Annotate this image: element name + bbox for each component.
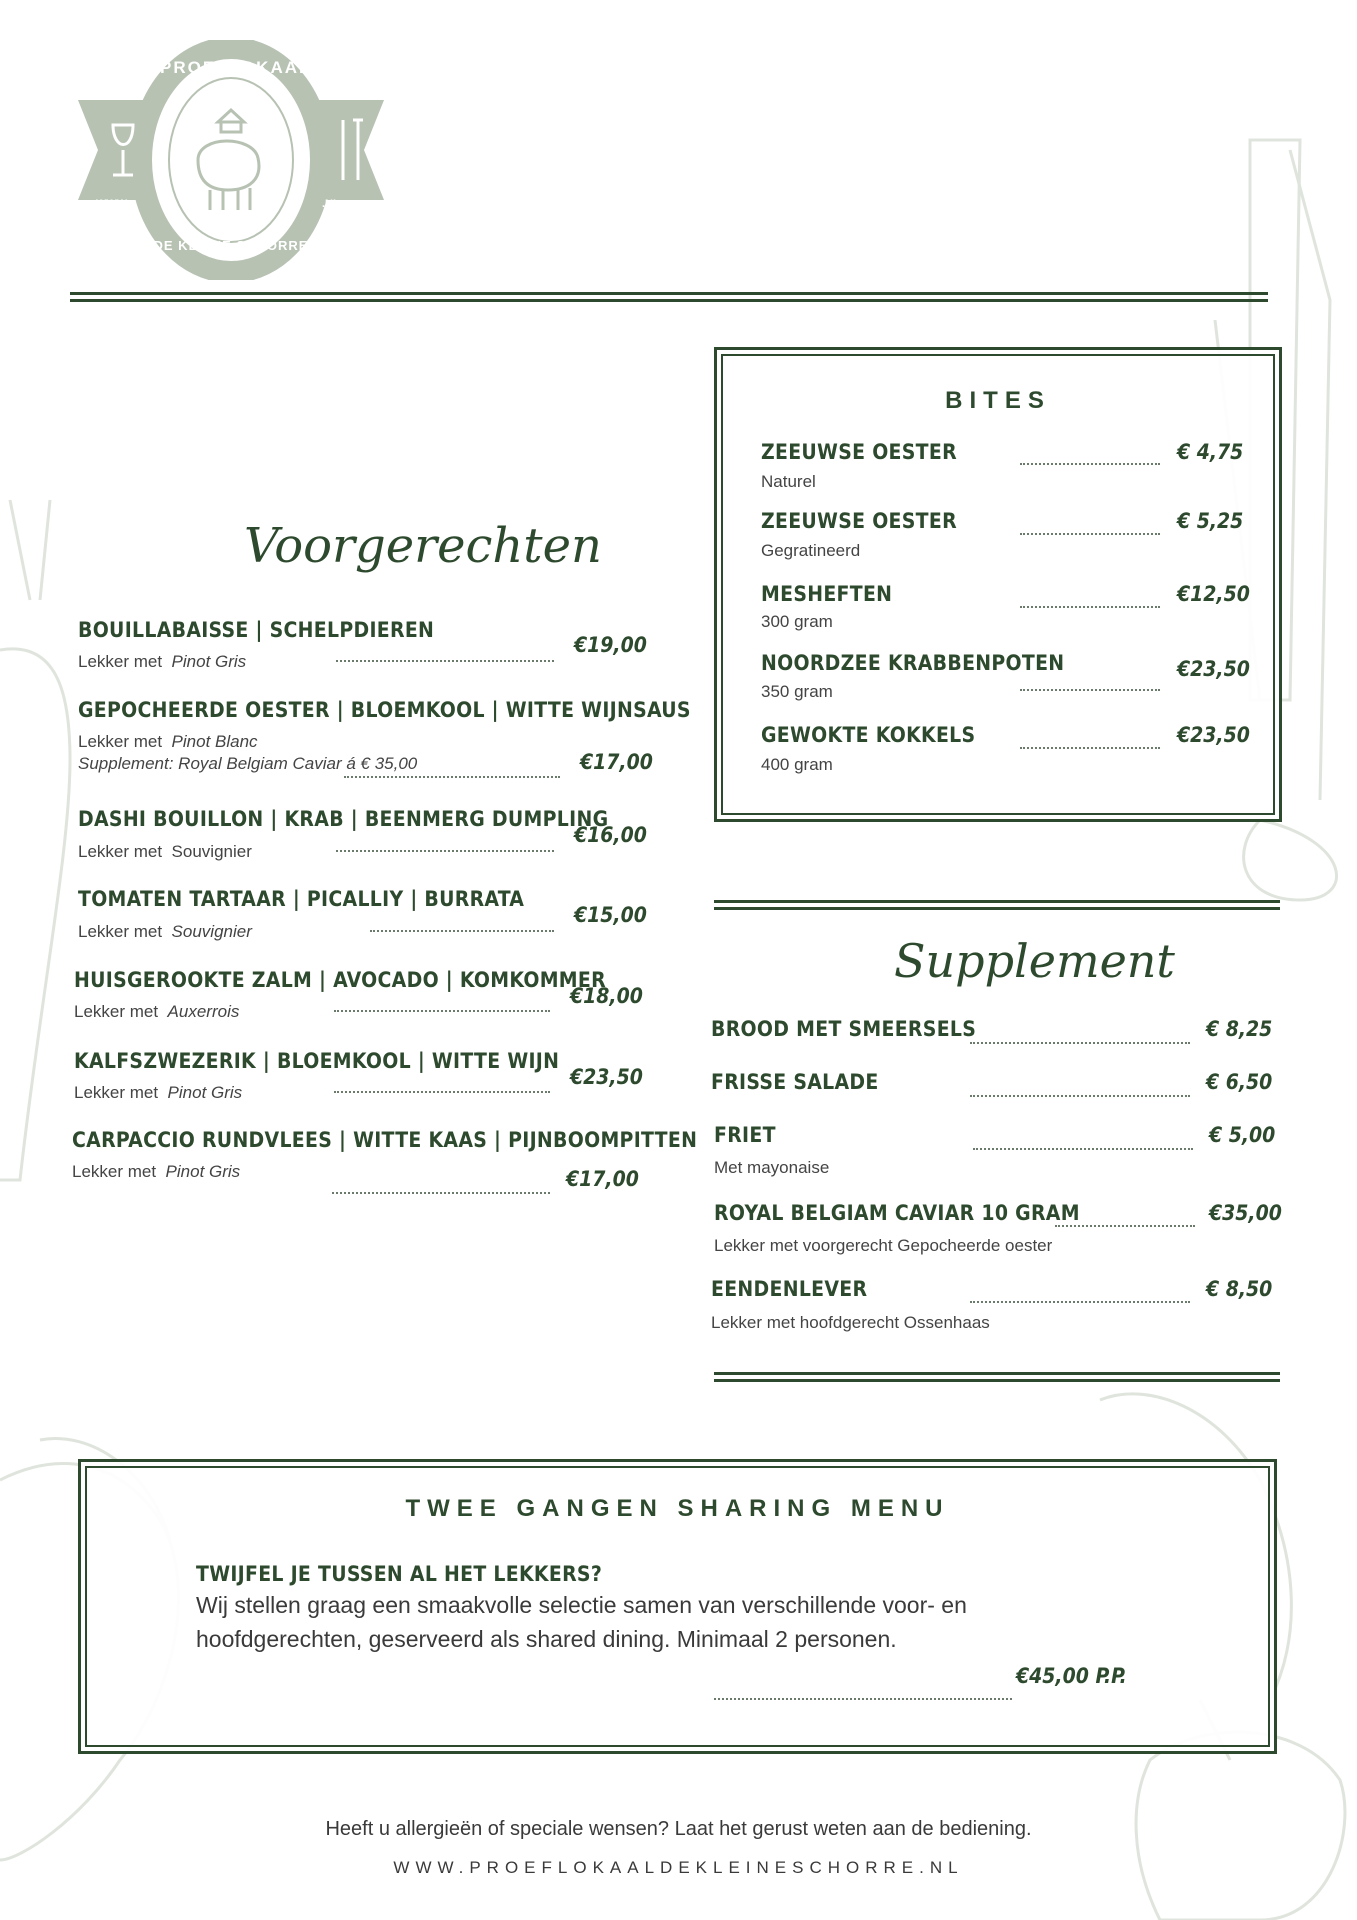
supplement-price: €35,00: [1209, 1201, 1282, 1225]
allergy-note: Heeft u allergieën of speciale wensen? Laat het gerust weten aan de bediening.: [325, 1818, 1032, 1840]
top-divider: [70, 292, 1268, 302]
supplement-bottom-divider: [714, 1372, 1280, 1382]
bite-name: ZEEUWSE OESTER: [761, 509, 957, 533]
dot-leader: [1055, 1225, 1195, 1227]
bite-price: €23,50: [1177, 657, 1250, 681]
voorgerechten-title: Voorgerechten: [244, 518, 602, 574]
bite-price: €12,50: [1177, 582, 1250, 606]
dish-name: GEPOCHEERDE OESTER | BLOEMKOOL | WITTE WIJNSAUS: [78, 698, 691, 722]
bite-name: NOORDZEE KRABBENPOTEN: [761, 651, 1065, 675]
dot-leader: [1020, 533, 1160, 535]
dish-pairing: Lekker met Pinot Gris: [78, 652, 247, 671]
supplement-sub: Met mayonaise: [714, 1158, 830, 1177]
bite-name: MESHEFTEN: [761, 582, 893, 606]
bite-sub: 350 gram: [761, 682, 833, 701]
bite-name: GEWOKTE KOKKELS: [761, 723, 976, 747]
dot-leader: [970, 1042, 1190, 1044]
dish-price: €17,00: [580, 750, 653, 774]
supplement-price: € 6,50: [1206, 1070, 1273, 1094]
dot-leader: [370, 930, 554, 932]
dot-leader: [1020, 689, 1160, 691]
dish-name: KALFSZWEZERIK | BLOEMKOOL | WITTE WIJN: [74, 1049, 560, 1073]
dish-pairing: Lekker met Auxerrois: [74, 1002, 240, 1021]
bite-name: ZEEUWSE OESTER: [761, 440, 957, 464]
dish-price: €16,00: [574, 823, 647, 847]
sharing-description-line2: hoofdgerechten, geserveerd als shared dining. Minimaal 2 personen.: [196, 1626, 897, 1652]
sharing-menu-title: TWEE GANGEN SHARING MENU: [405, 1495, 950, 1522]
bite-sub: 300 gram: [761, 612, 833, 631]
dish-price: €23,50: [570, 1065, 643, 1089]
dot-leader: [973, 1148, 1193, 1150]
dot-leader: [332, 1192, 550, 1194]
supplement-sub: Lekker met voorgerecht Gepocheerde oester: [714, 1236, 1053, 1255]
dish-pairing: Lekker met Souvignier: [78, 922, 252, 941]
dot-leader: [344, 776, 560, 778]
logo-right-text: .NL: [322, 198, 340, 210]
dish-pairing: Lekker met Souvignier: [78, 842, 252, 861]
dot-leader: [970, 1301, 1190, 1303]
bite-price: €23,50: [1177, 723, 1250, 747]
dot-leader: [336, 660, 554, 662]
supplement-name: FRISSE SALADE: [711, 1070, 879, 1094]
supplement-name: FRIET: [714, 1123, 776, 1147]
dot-leader: [970, 1095, 1190, 1097]
logo: [78, 40, 384, 280]
dot-leader: [334, 1010, 550, 1012]
dot-leader: [1020, 747, 1160, 749]
sharing-description-line1: Wij stellen graag een smaakvolle selectie samen van verschillende voor- en: [196, 1592, 967, 1618]
bite-sub: Naturel: [761, 472, 816, 491]
dot-leader: [336, 850, 554, 852]
dish-price: €17,00: [566, 1167, 639, 1191]
supplement-price: € 8,25: [1206, 1017, 1273, 1041]
bites-title: BITES: [945, 387, 1051, 414]
supplement-name: EENDENLEVER: [711, 1277, 868, 1301]
dish-name: TOMATEN TARTAAR | PICALLIY | BURRATA: [78, 887, 525, 911]
bite-price: € 5,25: [1177, 509, 1244, 533]
dish-pairing: Lekker met Pinot Gris: [74, 1083, 243, 1102]
dish-name: CARPACCIO RUNDVLEES | WITTE KAAS | PIJNBOOMPITTEN: [72, 1128, 698, 1152]
dish-price: €15,00: [574, 903, 647, 927]
supplement-price: € 5,00: [1209, 1123, 1276, 1147]
supplement-title: Supplement: [894, 934, 1175, 988]
logo-top-text: PROEFLOKAAL: [160, 58, 312, 77]
dot-leader: [1020, 463, 1160, 465]
dish-pairing: Lekker met Pinot Blanc: [78, 732, 258, 751]
bite-sub: Gegratineerd: [761, 541, 861, 560]
logo-bottom-text: DE KLEINE SCHORRE: [153, 238, 309, 253]
dot-leader: [714, 1698, 1012, 1700]
dish-pairing: Lekker met Pinot Gris: [72, 1162, 241, 1181]
website-link[interactable]: WWW.PROEFLOKAALDEKLEINESCHORRE.NL: [393, 1858, 964, 1877]
supplement-name: ROYAL BELGIAM CAVIAR 10 GRAM: [714, 1201, 1080, 1225]
supplement-name: BROOD MET SMEERSELS: [711, 1017, 977, 1041]
dish-name: DASHI BOUILLON | KRAB | BEENMERG DUMPLING: [78, 807, 609, 831]
dish-name: BOUILLABAISSE | SCHELPDIEREN: [78, 618, 435, 642]
dish-price: €18,00: [570, 984, 643, 1008]
dot-leader: [334, 1091, 550, 1093]
sharing-question: TWIJFEL JE TUSSEN AL HET LEKKERS?: [196, 1562, 603, 1586]
dish-supplement: Supplement: Royal Belgiam Caviar á € 35,00: [78, 754, 418, 773]
dish-name: HUISGEROOKTE ZALM | AVOCADO | KOMKOMMER: [74, 968, 606, 992]
bite-price: € 4,75: [1177, 440, 1244, 464]
dot-leader: [1020, 606, 1160, 608]
supplement-sub: Lekker met hoofdgerecht Ossenhaas: [711, 1313, 990, 1332]
sharing-price: €45,00 P.P.: [1016, 1664, 1127, 1688]
logo-left-text: WWW.: [96, 198, 130, 210]
dish-price: €19,00: [574, 633, 647, 657]
bite-sub: 400 gram: [761, 755, 833, 774]
supplement-top-divider: [714, 900, 1280, 910]
supplement-price: € 8,50: [1206, 1277, 1273, 1301]
